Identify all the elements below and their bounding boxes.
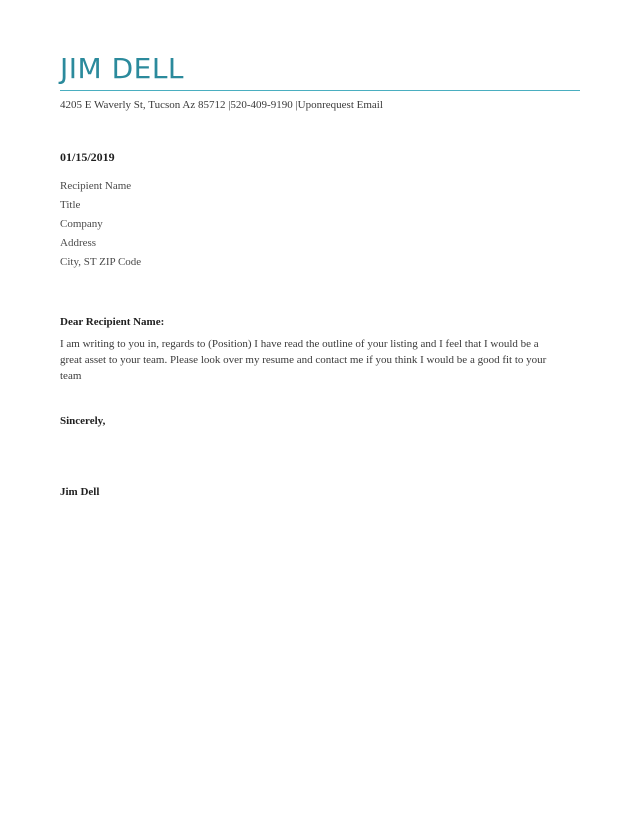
header-divider (60, 90, 580, 91)
letter-date: 01/15/2019 (60, 150, 115, 164)
recipient-city-state-zip: City, ST ZIP Code (60, 256, 142, 268)
recipient-block (60, 178, 141, 273)
signature-name: Jim Dell (60, 486, 100, 498)
recipient-company: Company (60, 218, 103, 230)
sender-contact-line: 4205 E Waverly St, Tucson Az 85712 |520-409-9190 |Uponrequest Email (60, 99, 383, 111)
salutation: Dear Recipient Name: (60, 316, 165, 328)
letter-body: I am writing to you in, regards to (Position) I have read the outline of your listing and I feel that I would be a great asset to your team. Please look over my resume and contact me if you think I would be a good fit to your team (60, 338, 547, 382)
recipient-address: Address (60, 237, 97, 249)
closing: Sincerely, (60, 415, 106, 427)
sender-name: JIM DELL (60, 52, 185, 85)
recipient-title: Title (60, 199, 81, 211)
recipient-name: Recipient Name (60, 180, 132, 192)
